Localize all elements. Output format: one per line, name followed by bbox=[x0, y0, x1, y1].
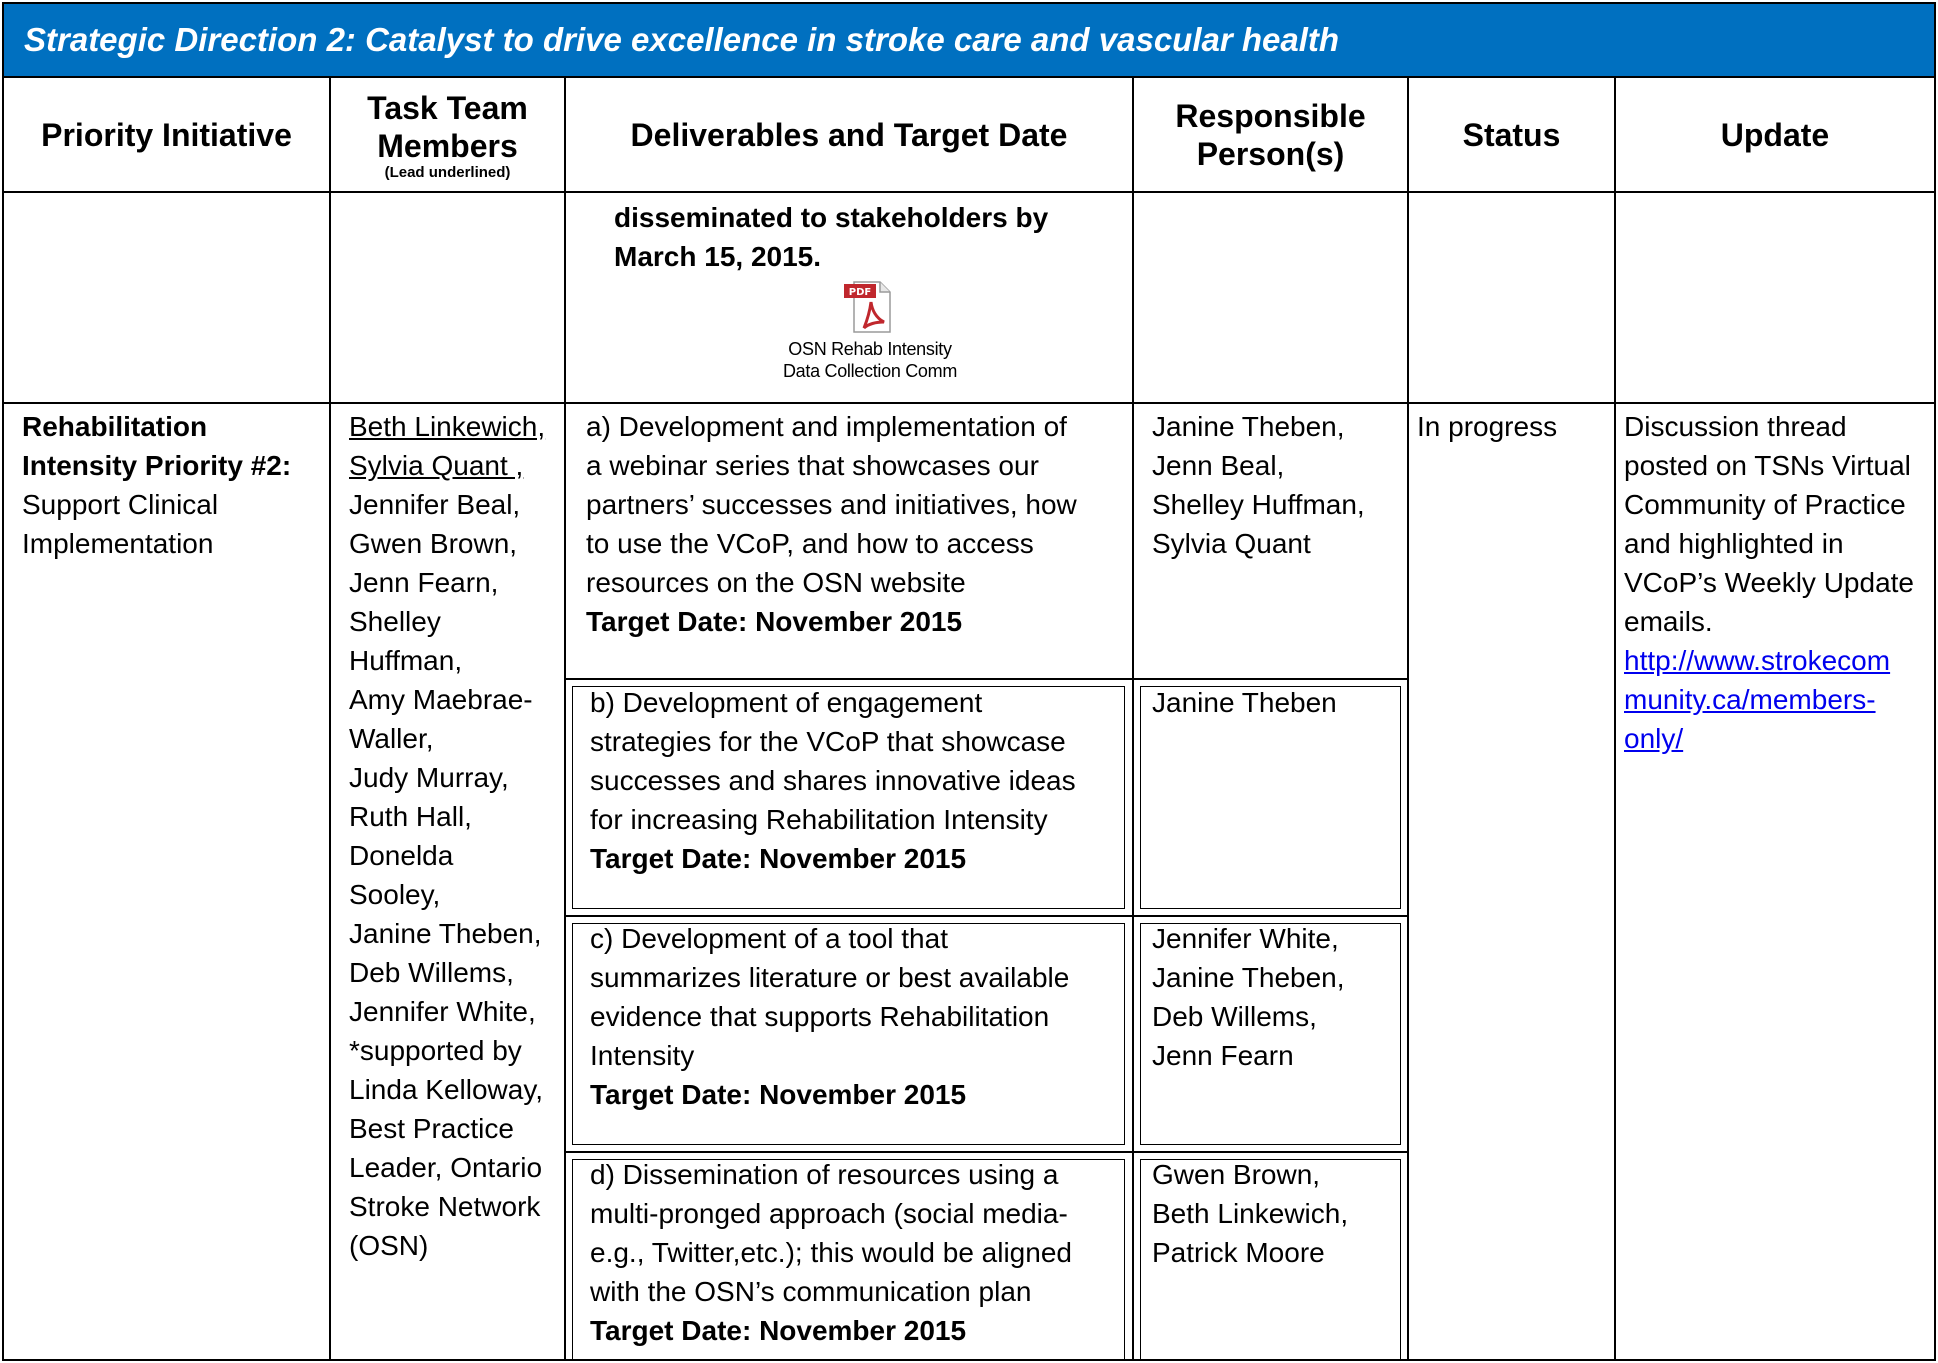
team-lead-2: Sylvia Quant , bbox=[349, 450, 524, 481]
row-divider bbox=[566, 678, 1407, 680]
header-responsible bbox=[1134, 78, 1407, 191]
strategic-direction-banner bbox=[2, 2, 1936, 78]
subcell-border bbox=[572, 908, 1125, 909]
initiative-title: Rehabilitation Intensity Priority #2: bbox=[22, 411, 292, 481]
row-divider bbox=[566, 915, 1407, 917]
subcell-border bbox=[572, 686, 573, 908]
deliverable-d-target: Target Date: November 2015 bbox=[590, 1315, 967, 1346]
subcell-border bbox=[1124, 686, 1125, 908]
subcell-border bbox=[1400, 1159, 1401, 1361]
subcell-border bbox=[1400, 923, 1401, 1144]
header-update-label: Update bbox=[1720, 116, 1830, 153]
row-divider bbox=[4, 402, 1934, 404]
subcell-border bbox=[1140, 686, 1141, 908]
deliverable-c-target: Target Date: November 2015 bbox=[590, 1079, 967, 1110]
col-divider bbox=[564, 78, 566, 1361]
status-value: In progress bbox=[1417, 411, 1558, 442]
svg-text:PDF: PDF bbox=[848, 287, 872, 298]
deliverable-b-text: b) Development of engagement strategies for the VCoP that showcase successes and shares innovative ideas for increasing Rehabilitation Intensity bbox=[590, 687, 1076, 835]
team-members: Jennifer Beal, Gwen Brown, Jenn Fearn, Shelley Huffman, Amy Maebrae- Waller, Judy Murray, Ruth Hall, Donelda Sooley, Janine Theben, Deb Willems, Jennifer White, *supported by Linda Kelloway, Best Practice Leader, Ontario Stroke Network (OSN) bbox=[349, 489, 544, 1261]
header-deliverables bbox=[566, 78, 1132, 191]
header-priority-initiative bbox=[4, 78, 329, 191]
update-link[interactable]: http://www.strokecom munity.ca/members- only/ bbox=[1624, 645, 1891, 754]
deliverable-a-responsible: Janine Theben, Jenn Beal, Shelley Huffman, Sylvia Quant bbox=[1152, 411, 1365, 559]
deliverable-d-text: d) Dissemination of resources using a multi-pronged approach (social media- e.g., Twitter,etc.); this would be aligned with the OSN’s communication plan bbox=[590, 1159, 1072, 1307]
subcell-border bbox=[1140, 1159, 1141, 1361]
banner-title: Strategic Direction 2: Catalyst to drive excellence in stroke care and vascular health bbox=[24, 21, 1340, 58]
header-status bbox=[1409, 78, 1614, 191]
subcell-border bbox=[1400, 686, 1401, 908]
initiative-subtitle: Support Clinical Implementation bbox=[22, 489, 219, 559]
header-team-line2: Members bbox=[377, 127, 518, 164]
deliverable-b-responsible: Janine Theben bbox=[1152, 687, 1337, 718]
col-divider bbox=[1132, 78, 1134, 1361]
header-priority-label: Priority Initiative bbox=[41, 116, 292, 153]
pdf-caption-line1: OSN Rehab Intensity bbox=[788, 339, 952, 359]
pdf-attachment[interactable] bbox=[760, 278, 980, 382]
header-deliverables-label: Deliverables and Target Date bbox=[630, 116, 1068, 153]
deliverable-d-responsible: Gwen Brown, Beth Linkewich, Patrick Moore bbox=[1152, 1159, 1349, 1268]
subcell-border bbox=[1140, 923, 1141, 1144]
row-divider bbox=[4, 191, 1934, 193]
header-team-line1: Task Team bbox=[367, 89, 528, 126]
header-responsible-line1: Responsible bbox=[1175, 97, 1366, 134]
subcell-border bbox=[572, 1159, 573, 1361]
header-task-team bbox=[331, 78, 564, 191]
row-divider bbox=[566, 1151, 1407, 1153]
subcell-border bbox=[1140, 1144, 1401, 1145]
update-text: Discussion thread posted on TSNs Virtual Community of Practice and highlighted in VCoP’s Weekly Update emails. bbox=[1624, 411, 1914, 637]
header-responsible-line2: Person(s) bbox=[1196, 135, 1345, 172]
pdf-caption-line2: Data Collection Comm bbox=[782, 361, 958, 381]
deliverable-a-text: a) Development and implementation of a webinar series that showcases our partners’ successes and initiatives, how to use the VCoP, and how to access resources on the OSN website bbox=[586, 411, 1077, 598]
col-divider bbox=[1614, 78, 1616, 1361]
col-divider bbox=[1407, 78, 1409, 1361]
header-team-note: (Lead underlined) bbox=[384, 163, 511, 181]
header-update bbox=[1616, 78, 1934, 191]
deliverable-b-target: Target Date: November 2015 bbox=[590, 843, 967, 874]
header-status-label: Status bbox=[1462, 116, 1561, 153]
subcell-border bbox=[572, 1144, 1125, 1145]
deliverable-c-responsible: Jennifer White, Janine Theben, Deb Willems, Jenn Fearn bbox=[1152, 923, 1345, 1071]
subcell-border bbox=[572, 923, 573, 1144]
continuation-text: disseminated to stakeholders by March 15, 2015. bbox=[614, 202, 1049, 272]
deliverable-a-target: Target Date: November 2015 bbox=[586, 606, 963, 637]
pdf-document-icon bbox=[840, 278, 900, 334]
deliverable-c-text: c) Development of a tool that summarizes literature or best available evidence that supports Rehabilitation Intensity bbox=[590, 923, 1070, 1071]
subcell-border bbox=[1140, 908, 1401, 909]
subcell-border bbox=[1124, 1159, 1125, 1361]
team-lead-1: Beth Linkewich, bbox=[349, 411, 546, 442]
subcell-border bbox=[1124, 923, 1125, 1144]
col-divider bbox=[329, 78, 331, 1361]
